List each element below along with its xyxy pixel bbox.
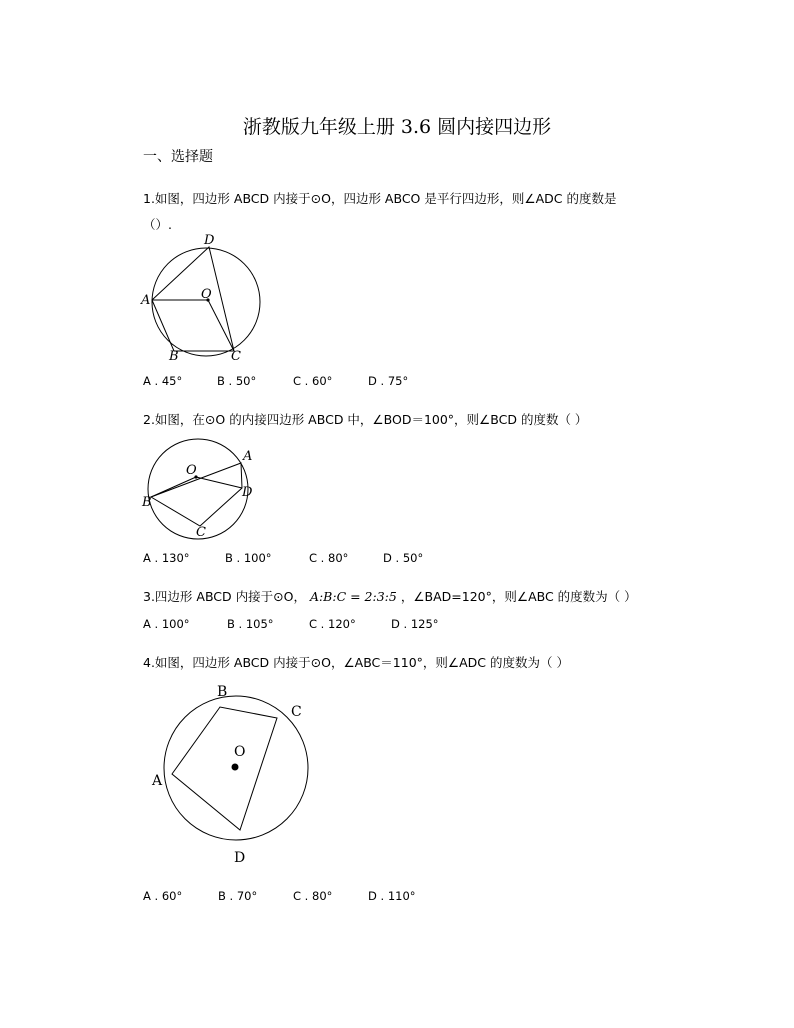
circle	[148, 439, 248, 539]
option-a[interactable]: A . 45°	[143, 374, 183, 388]
option-b[interactable]: B . 105°	[227, 617, 274, 631]
option-a[interactable]: A . 100°	[143, 617, 190, 631]
question-3-options	[143, 617, 439, 631]
label-b: B	[217, 684, 228, 700]
option-d[interactable]: D . 110°	[368, 889, 416, 903]
question-2-options	[143, 551, 423, 565]
label-o: O	[234, 744, 246, 760]
page-title: 浙教版九年级上册 3.6 圆内接四边形	[242, 116, 552, 138]
quadrilateral-abcd	[152, 247, 234, 351]
option-d[interactable]: D . 50°	[383, 551, 424, 565]
label-b: B	[169, 349, 179, 364]
option-c[interactable]: C . 120°	[309, 617, 356, 631]
option-a[interactable]: A . 130°	[143, 551, 190, 565]
segment-oc	[208, 300, 234, 351]
question-3-stem	[143, 586, 637, 608]
option-b[interactable]: B . 100°	[225, 551, 272, 565]
question-1-figure	[140, 230, 270, 370]
label-d: D	[234, 850, 246, 866]
label-o: O	[186, 463, 197, 478]
label-d: D	[204, 233, 215, 248]
segment-bo	[151, 477, 196, 497]
question-4-figure	[140, 682, 320, 872]
label-d: D	[242, 485, 253, 500]
option-d[interactable]: D . 75°	[368, 374, 409, 388]
question-2-stem: 2.如图，在⊙O 的内接四边形 ABCD 中，∠BOD＝100°，则∠BCD 的度数（ ）	[143, 412, 588, 427]
label-c: C	[196, 525, 206, 540]
question-3-stem-pre: 3.四边形 ABCD 内接于⊙O，	[143, 589, 306, 604]
question-4-stem: 4.如图，四边形 ABCD 内接于⊙O，∠ABC＝110°，则∠ADC 的度数为（ ）	[143, 655, 569, 670]
question-3-arc-ratio: A:B:C = 2:3:5	[309, 589, 397, 604]
option-d[interactable]: D . 125°	[391, 617, 439, 631]
question-1-stem-cont: （）.	[143, 217, 172, 232]
section-heading: 一、选择题	[143, 149, 213, 165]
quadrilateral-abcd	[172, 707, 277, 830]
option-c[interactable]: C . 60°	[293, 374, 333, 388]
question-1-stem: 1.如图，四边形 ABCD 内接于⊙O，四边形 ABCO 是平行四边形，则∠ADC 的度数是	[143, 191, 617, 206]
question-1-options	[143, 374, 408, 388]
option-c[interactable]: C . 80°	[293, 889, 333, 903]
circle	[152, 248, 260, 356]
label-o: O	[201, 287, 212, 302]
question-2-figure	[140, 430, 270, 545]
segment-od	[196, 477, 242, 488]
label-a: A	[152, 773, 163, 789]
label-b: B	[142, 495, 152, 510]
option-a[interactable]: A . 60°	[143, 889, 183, 903]
question-4-options	[143, 889, 416, 903]
option-b[interactable]: B . 70°	[218, 889, 258, 903]
label-c: C	[231, 349, 241, 364]
label-c: C	[291, 704, 302, 720]
option-b[interactable]: B . 50°	[217, 374, 257, 388]
question-3-stem-post: ，∠BAD=120°，则∠ABC 的度数为（ ）	[400, 589, 637, 604]
center-point	[232, 764, 239, 771]
option-c[interactable]: C . 80°	[309, 551, 349, 565]
label-a: A	[243, 449, 253, 464]
label-a: A	[141, 293, 151, 308]
